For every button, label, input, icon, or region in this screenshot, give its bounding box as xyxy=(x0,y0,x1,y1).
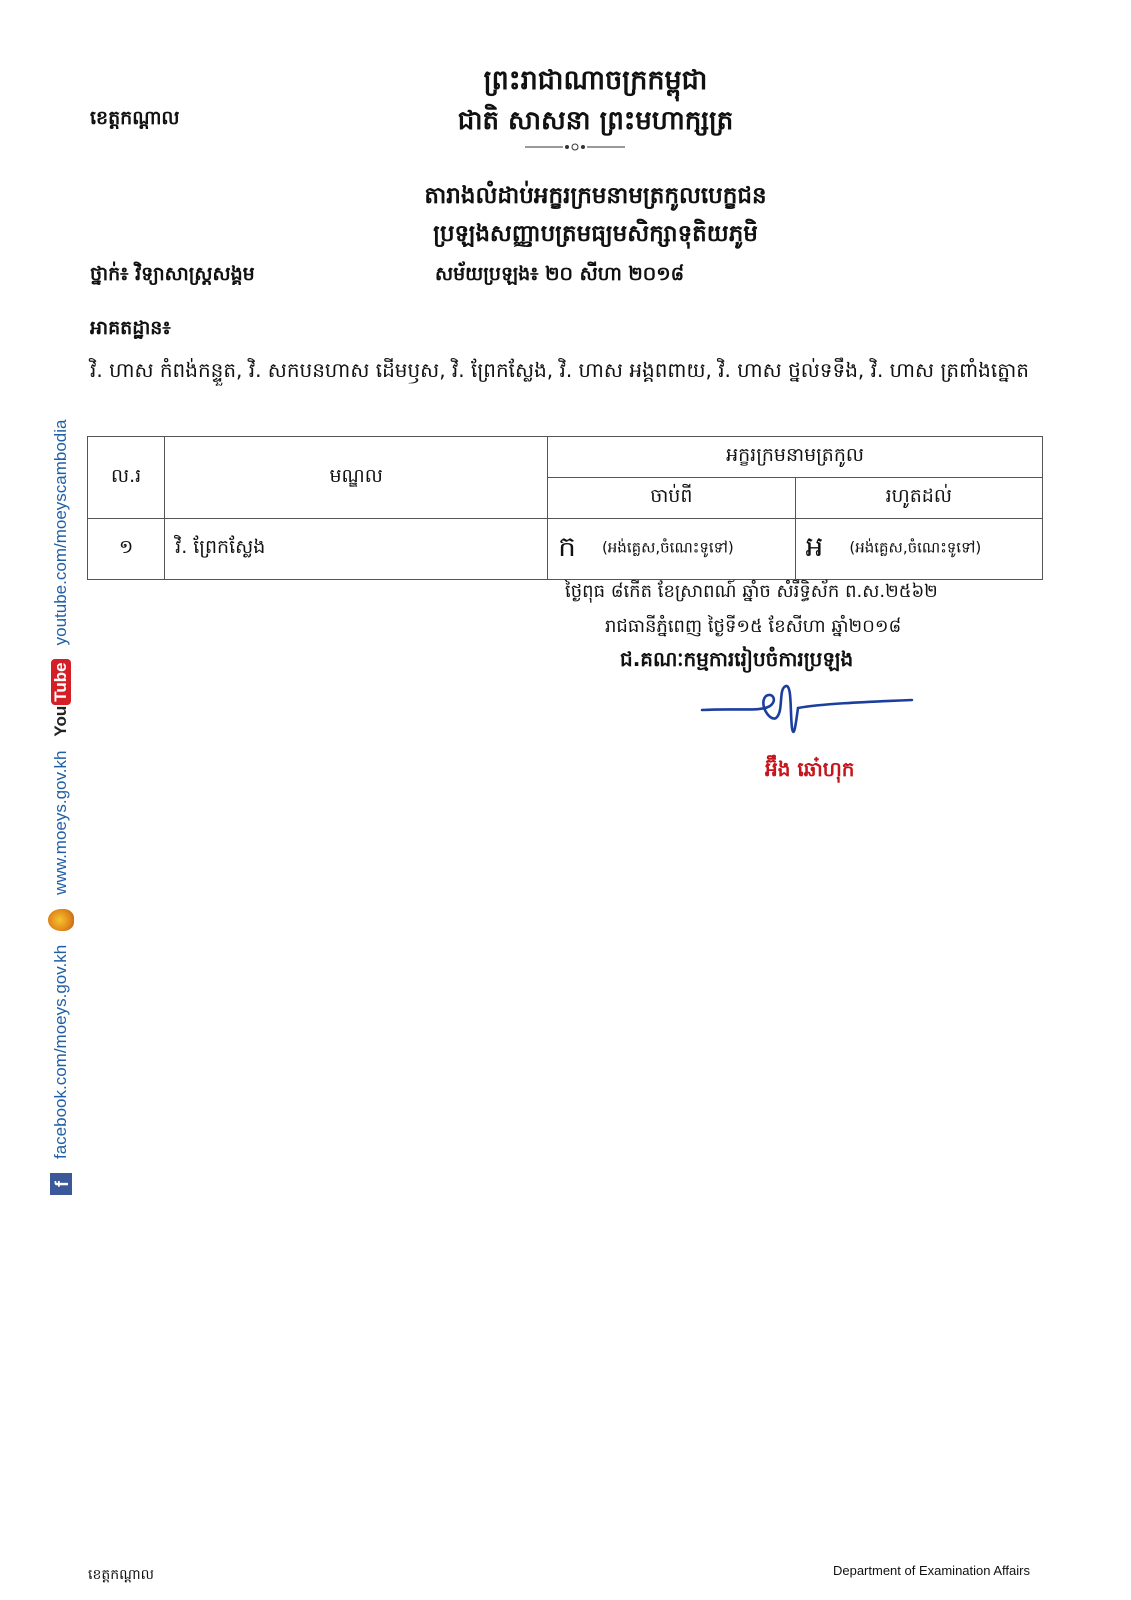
header-to: រហូតដល់ xyxy=(795,478,1042,519)
header-center: មណ្ឌល xyxy=(165,437,548,519)
to-note: (អង់គ្លេស,ចំណេះទូទៅ) xyxy=(849,538,982,556)
province-name: ខេត្តកណ្តាល xyxy=(90,107,180,129)
centers-list: វិ. ហាស កំពង់កន្ទួត, វិ. សកបនហាស ដើមឫស, វិ. ព្រែកស្លែង, វិ. ហាស អង្គពពាយ, វិ. ហាស ថ្នល់ទទឹង, វិ. ហាស ត្រពាំងត្នោត xyxy=(90,358,1029,382)
ornament-divider xyxy=(525,140,625,154)
social-links-strip xyxy=(44,395,78,1195)
website-link[interactable]: www.moeys.gov.kh xyxy=(51,750,70,895)
facebook-icon: f xyxy=(50,1173,72,1195)
footer-department: Department of Examination Affairs xyxy=(832,1563,1030,1578)
solar-date: រាជធានីភ្នំពេញ ថ្ងៃទី១៥ ខែសីហា ឆ្នាំ២០១៨ xyxy=(605,616,902,637)
facebook-link[interactable]: facebook.com/moeys.gov.kh xyxy=(51,944,70,1159)
row-from xyxy=(548,519,795,580)
lunar-date: ថ្ងៃពុធ ៨កើត ខែស្រាពណ៍ ឆ្នាំច សំរឹទ្ធិស័ក ព.ស.២៥៦២ xyxy=(565,581,938,602)
ministry-emblem-icon xyxy=(48,909,74,931)
header-alphabet: អក្ខរក្រមនាមត្រកូល xyxy=(548,437,1043,478)
row-number: ១ xyxy=(88,519,165,580)
document-subtitle: ប្រឡងសញ្ញាបត្រមធ្យមសិក្សាទុតិយភូមិ xyxy=(433,221,758,247)
document-title: តារាងលំដាប់អក្ខរក្រមនាមត្រកូលបេក្ខជន xyxy=(424,183,767,209)
youtube-icon xyxy=(51,659,71,736)
to-letter: អ xyxy=(805,529,824,563)
from-letter: ក xyxy=(558,529,576,563)
allocation-table xyxy=(87,436,1043,580)
header-no: ល.រ xyxy=(88,437,165,519)
youtube-icon-badge: Tube xyxy=(51,659,71,704)
centers-label: អាគតដ្ឋាន៖ xyxy=(90,317,171,339)
national-motto: ជាតិ សាសនា ព្រះមហាក្សត្រ xyxy=(457,106,734,136)
grade-label: ថ្នាក់៖ វិទ្យាសាស្ត្រសង្គម xyxy=(90,263,255,285)
row-to xyxy=(795,519,1042,580)
committee-title: ជ.គណៈកម្មការរៀបចំការប្រឡង xyxy=(620,647,854,671)
signature-image xyxy=(700,682,920,752)
exam-session: សម័យប្រឡង៖ ២០ សីហា ២០១៨ xyxy=(435,263,685,285)
table-row xyxy=(88,519,1043,580)
youtube-link[interactable]: youtube.com/moeyscambodia xyxy=(51,419,70,646)
youtube-icon-text: You xyxy=(51,705,70,737)
signer-name: អ៊ឹង ឆោ៎ហុក xyxy=(765,757,855,781)
row-center: វិ. ព្រែកស្លែង xyxy=(165,519,548,580)
kingdom-title: ព្រះរាជាណាចក្រកម្ពុជា xyxy=(483,65,708,96)
from-note: (អង់គ្លេស,ចំណេះទូទៅ) xyxy=(601,538,734,556)
footer-province: ខេត្តកណ្តាល xyxy=(88,1567,154,1583)
header-from: ចាប់ពី xyxy=(548,478,795,519)
